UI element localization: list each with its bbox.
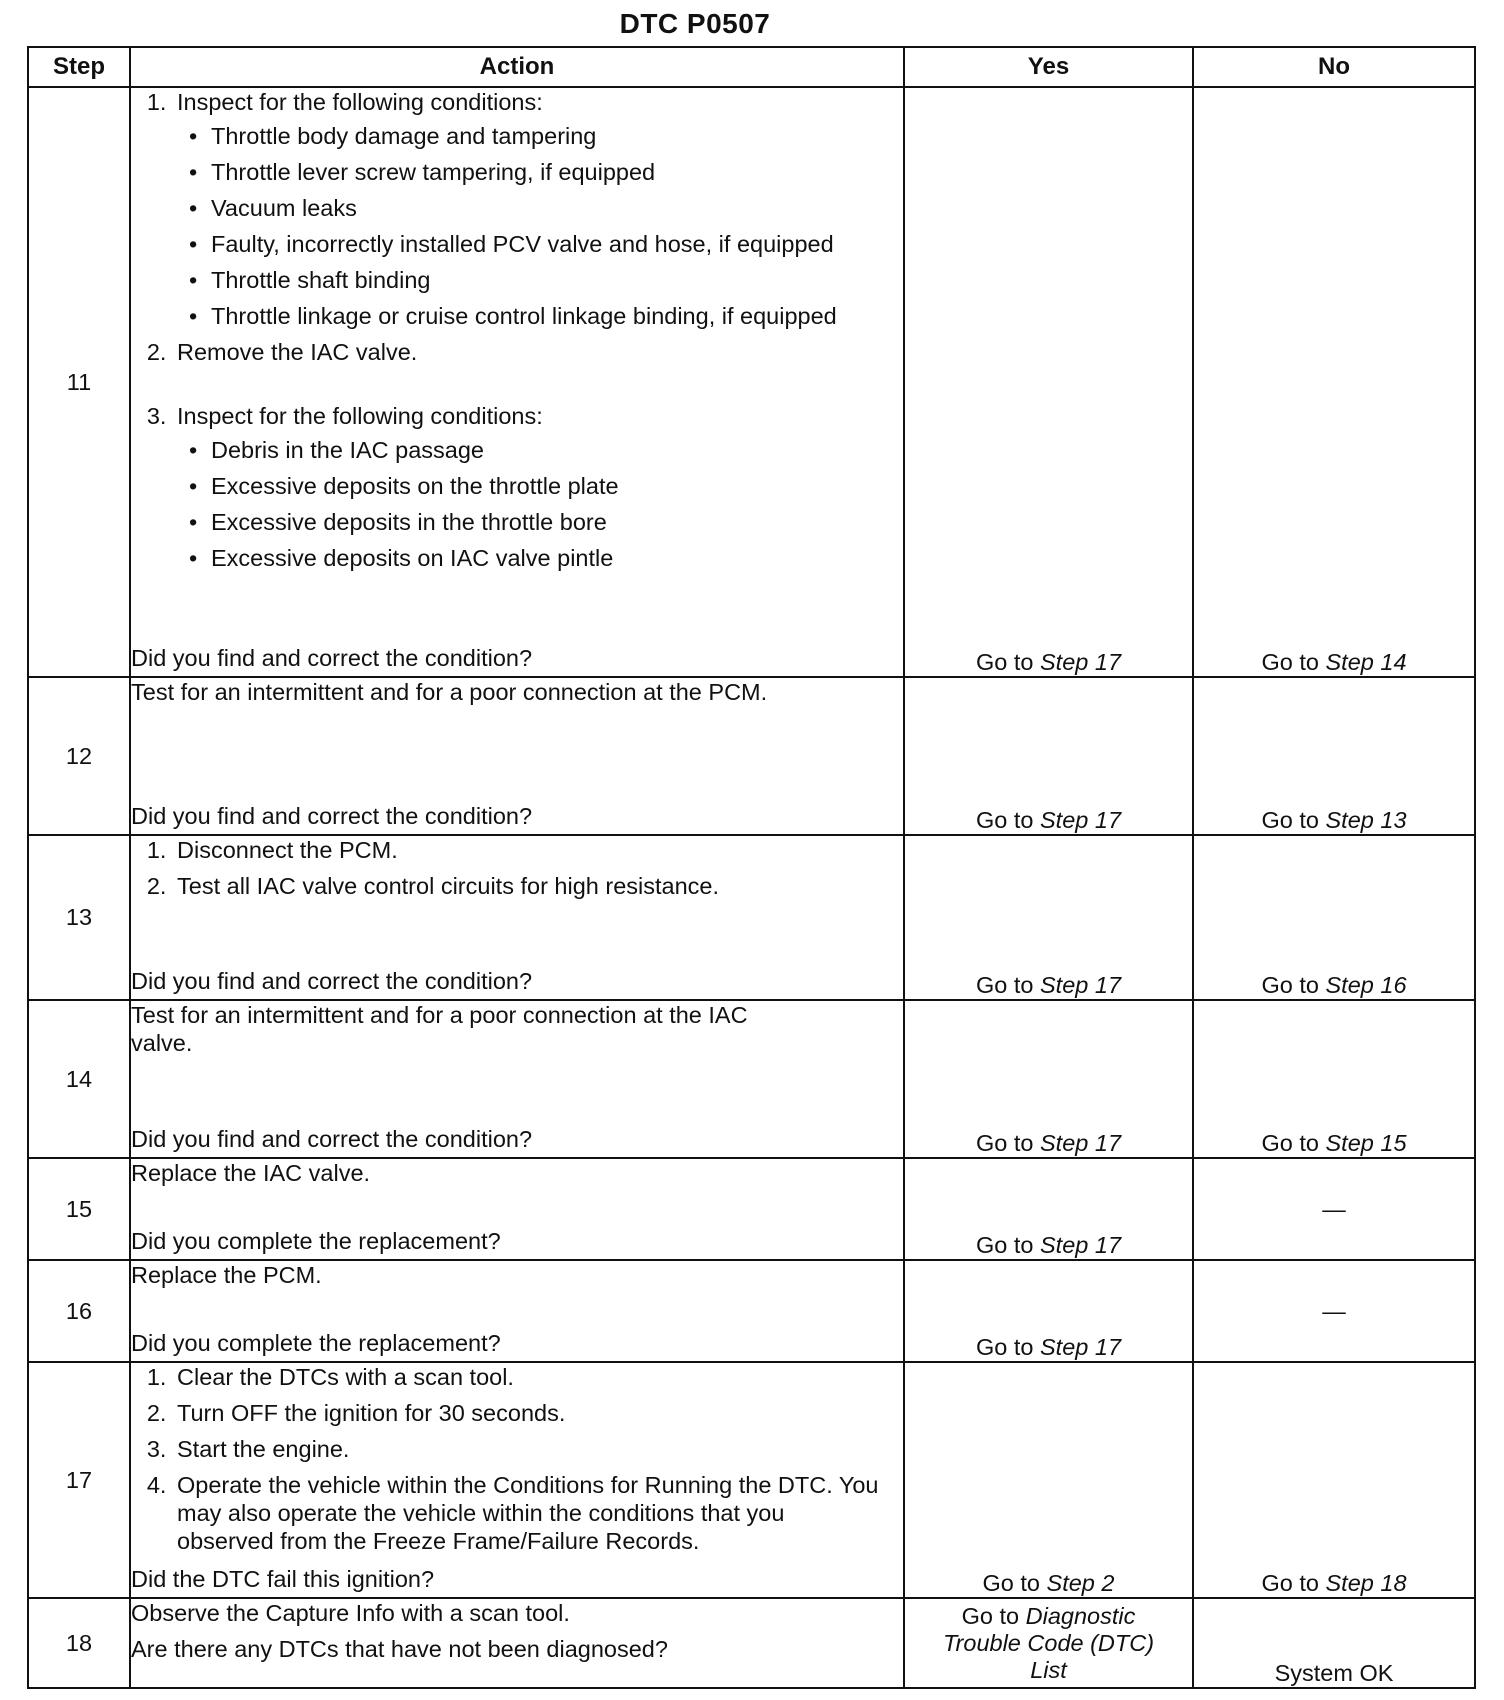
action-cell [130, 1158, 904, 1260]
step-number: 18 [28, 1598, 130, 1688]
numbered-steps [131, 836, 903, 908]
step-reference: Step 17 [1040, 972, 1122, 998]
no-result: — [1193, 1158, 1475, 1260]
bullet-list [177, 122, 903, 330]
list-item [173, 402, 903, 572]
action-cell [130, 1260, 904, 1362]
step-number: 12 [28, 677, 130, 835]
goto-prefix: Go to [975, 1232, 1040, 1258]
goto-prefix: Go to [975, 807, 1040, 833]
action-text: Replace the IAC valve. [131, 1160, 371, 1186]
list-item: 1. Clear the DTCs with a scan tool. [173, 1363, 883, 1391]
goto-prefix: Go to [982, 1570, 1047, 1596]
step-text: Inspect for the following conditions: [177, 89, 543, 115]
table-row [28, 1362, 1475, 1598]
action-cell [130, 1362, 904, 1598]
action-cell [130, 87, 904, 677]
bullet-list [177, 436, 903, 572]
goto-prefix: Go to [975, 649, 1040, 675]
question-text: Did you find and correct the condition? [131, 1126, 533, 1152]
step-number: 13 [28, 835, 130, 1000]
step-reference: Step 17 [1040, 807, 1122, 833]
goto-prefix: Go to [975, 1334, 1040, 1360]
list-item [173, 338, 903, 366]
action-cell [130, 1000, 904, 1158]
goto-prefix: Go to [961, 1603, 1026, 1629]
step-number: 15 [28, 1158, 130, 1260]
yes-result [904, 1362, 1193, 1598]
yes-result [904, 1260, 1193, 1362]
no-result [1193, 835, 1475, 1000]
column-header-no: No [1193, 47, 1475, 87]
action-cell [130, 677, 904, 835]
table-row [28, 1000, 1475, 1158]
yes-result [904, 1158, 1193, 1260]
list-item: 2. Turn OFF the ignition for 30 seconds. [173, 1399, 883, 1427]
question-text: Are there any DTCs that have not been diagnosed? [131, 1636, 668, 1662]
list-item: 4. Operate the vehicle within the Conditions for Running the DTC. You may also operate the vehicle within the conditions that you observed from the Freeze Frame/Failure Records. [173, 1471, 883, 1555]
no-result [1193, 1362, 1475, 1598]
question-text: Did you find and correct the condition? [131, 968, 533, 994]
step-reference: Step 16 [1325, 972, 1407, 998]
no-result [1193, 87, 1475, 677]
step-text: Inspect for the following conditions: [177, 403, 543, 429]
question-text: Did the DTC fail this ignition? [131, 1566, 435, 1592]
step-text: Remove the IAC valve. [177, 339, 418, 365]
bullet-item: • Throttle linkage or cruise control linkage binding, if equipped [211, 302, 903, 330]
step-reference: Step 13 [1325, 807, 1407, 833]
table-row [28, 835, 1475, 1000]
page-title: DTC P0507 [619, 8, 771, 39]
list-item: 3. Start the engine. [173, 1435, 883, 1463]
step-reference: Step 15 [1325, 1130, 1407, 1156]
goto-prefix: Go to [1261, 807, 1326, 833]
bullet-item: • Excessive deposits on the throttle plate [211, 472, 903, 500]
step-reference: Step 17 [1040, 1130, 1122, 1156]
bullet-item: • Excessive deposits in the throttle bore [211, 508, 903, 536]
action-text: Replace the PCM. [131, 1262, 322, 1288]
no-result: System OK [1193, 1598, 1475, 1688]
bullet-item: • Throttle lever screw tampering, if equipped [211, 158, 903, 186]
step-number: 16 [28, 1260, 130, 1362]
goto-prefix: Go to [1261, 1130, 1326, 1156]
bullet-item: • Throttle body damage and tampering [211, 122, 903, 150]
column-header-yes: Yes [904, 47, 1193, 87]
bullet-item: • Debris in the IAC passage [211, 436, 903, 464]
diagnostic-table [27, 46, 1476, 1689]
column-header-step: Step [28, 47, 130, 87]
list-item [173, 88, 903, 330]
bullet-item: • Vacuum leaks [211, 194, 903, 222]
column-header-action: Action [130, 47, 904, 87]
action-text: Observe the Capture Info with a scan tool. [131, 1600, 570, 1626]
goto-prefix: Go to [1261, 972, 1326, 998]
question-text: Did you complete the replacement? [131, 1330, 501, 1356]
yes-result [904, 1000, 1193, 1158]
goto-prefix: Go to [975, 972, 1040, 998]
goto-prefix: Go to [975, 1130, 1040, 1156]
table-row [28, 677, 1475, 835]
yes-result [904, 677, 1193, 835]
bullet-item: • Throttle shaft binding [211, 266, 903, 294]
goto-prefix: Go to [1261, 1570, 1326, 1596]
action-text: Test for an intermittent and for a poor connection at the IAC valve. [131, 1002, 748, 1056]
no-result [1193, 677, 1475, 835]
question-text: Did you find and correct the condition? [131, 803, 533, 829]
no-result [1193, 1000, 1475, 1158]
yes-result [904, 87, 1193, 677]
table-row [28, 1598, 1475, 1688]
bullet-item: • Excessive deposits on IAC valve pintle [211, 544, 903, 572]
no-result: — [1193, 1260, 1475, 1362]
action-cell [130, 835, 904, 1000]
question-text: Did you find and correct the condition? [131, 645, 533, 671]
step-reference: Step 14 [1325, 649, 1407, 675]
step-reference: Diagnostic Trouble Code (DTC) List [942, 1603, 1155, 1683]
step-reference: Step 17 [1040, 1232, 1122, 1258]
question-text: Did you complete the replacement? [131, 1228, 501, 1254]
yes-result [904, 1598, 1193, 1688]
step-reference: Step 17 [1040, 649, 1122, 675]
table-row [28, 87, 1475, 677]
yes-result [904, 835, 1193, 1000]
step-reference: Step 2 [1046, 1570, 1115, 1596]
action-cell [130, 1598, 904, 1688]
list-item: 2. Test all IAC valve control circuits for high resistance. [173, 872, 903, 900]
numbered-steps [131, 88, 903, 580]
step-number: 17 [28, 1362, 130, 1598]
step-number: 14 [28, 1000, 130, 1158]
step-number: 11 [28, 87, 130, 677]
action-text: Test for an intermittent and for a poor connection at the PCM. [131, 679, 768, 705]
goto-prefix: Go to [1261, 649, 1326, 675]
numbered-steps [131, 1363, 903, 1557]
step-reference: Step 18 [1325, 1570, 1407, 1596]
list-item: 1. Disconnect the PCM. [173, 836, 903, 864]
table-row [28, 1158, 1475, 1260]
step-reference: Step 17 [1040, 1334, 1122, 1360]
bullet-item: • Faulty, incorrectly installed PCV valve and hose, if equipped [211, 230, 903, 258]
table-row [28, 1260, 1475, 1362]
header-row [28, 47, 1475, 87]
